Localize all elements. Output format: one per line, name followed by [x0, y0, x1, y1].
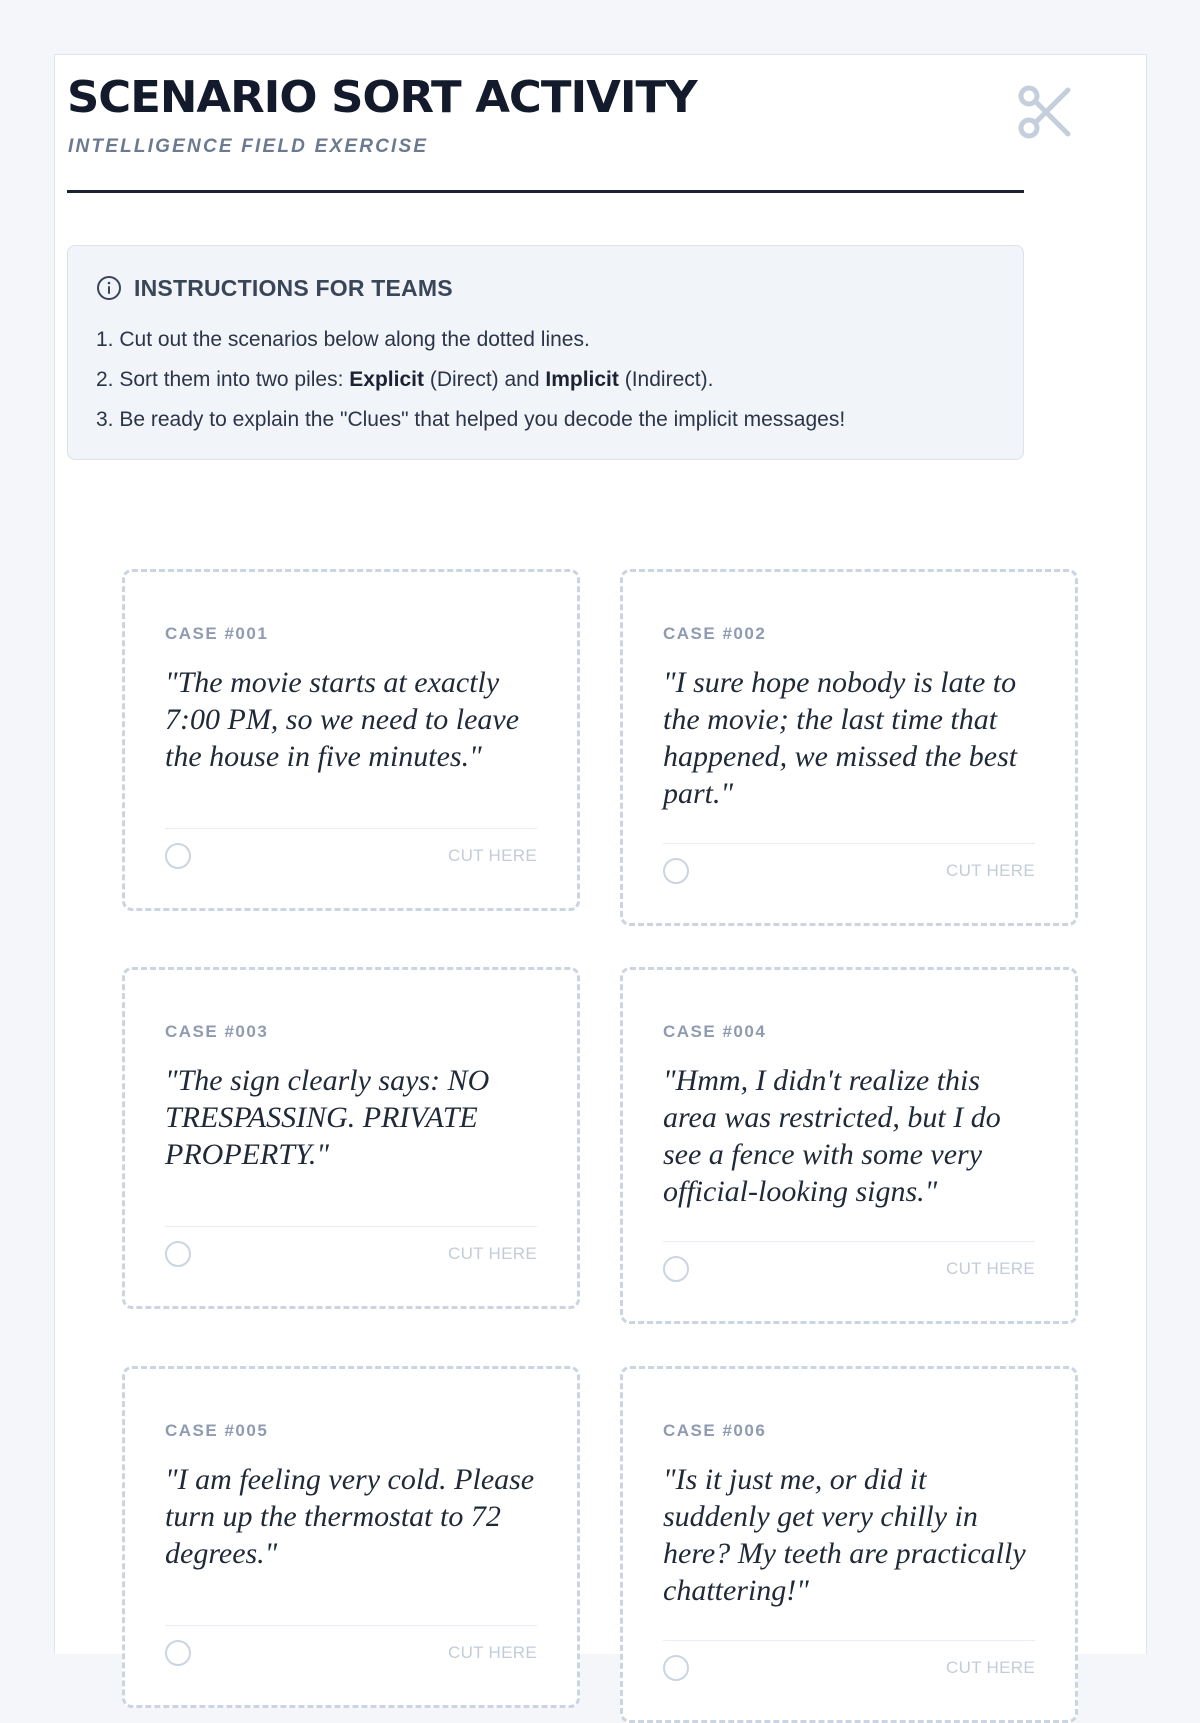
page-subtitle: INTELLIGENCE FIELD EXERCISE: [68, 136, 429, 157]
case-id: CASE #001: [165, 624, 269, 643]
sort-checkbox[interactable]: [663, 1256, 689, 1282]
card-footer: [663, 1640, 1035, 1690]
instruction-step-2: [96, 360, 845, 400]
case-id: CASE #002: [663, 624, 767, 643]
case-id: CASE #006: [663, 1421, 767, 1440]
page-header: [67, 72, 1024, 193]
card-footer: [663, 1241, 1035, 1291]
page-title: SCENARIO SORT ACTIVITY: [67, 72, 697, 123]
implicit-term: Implicit: [545, 368, 619, 391]
scenario-quote: "Is it just me, or did it suddenly get very chilly in here? My teeth are practically chattering!": [663, 1463, 1026, 1607]
instructions-box: [67, 245, 1024, 460]
instructions-list: [96, 320, 845, 440]
explicit-term: Explicit: [349, 368, 424, 391]
scenario-quote: "The movie starts at exactly 7:00 PM, so we need to leave the house in five minutes.": [165, 666, 520, 773]
card-footer: [165, 1625, 537, 1675]
sort-checkbox[interactable]: [165, 1241, 191, 1267]
scenario-quote: "I sure hope nobody is late to the movie; the last time that happened, we missed the best part.": [663, 666, 1018, 810]
scenario-quote: "I am feeling very cold. Please turn up the thermostat to 72 degrees.": [165, 1463, 535, 1570]
case-id: CASE #004: [663, 1022, 767, 1041]
card-footer: [663, 843, 1035, 893]
scenario-card-2[interactable]: [620, 569, 1078, 926]
scenario-card-5[interactable]: [122, 1366, 580, 1708]
scenario-card-4[interactable]: [620, 967, 1078, 1324]
scenario-quote: "Hmm, I didn't realize this area was restricted, but I do see a fence with some very official-looking signs.": [663, 1064, 1001, 1208]
instructions-header: [96, 274, 453, 302]
case-id: CASE #005: [165, 1421, 269, 1440]
scenario-card-1[interactable]: [122, 569, 580, 911]
scenario-card-3[interactable]: [122, 967, 580, 1309]
cut-here-label: CUT HERE: [946, 861, 1035, 880]
cut-here-label: CUT HERE: [448, 1244, 537, 1263]
instruction-step-2-suffix: (Indirect).: [618, 368, 714, 391]
instructions-title: INSTRUCTIONS FOR TEAMS: [134, 274, 453, 301]
case-id: CASE #003: [165, 1022, 269, 1041]
sort-checkbox[interactable]: [663, 858, 689, 884]
scenario-quote: "The sign clearly says: NO TRESPASSING. PRIVATE PROPERTY.": [165, 1064, 490, 1171]
instruction-step-2-text: 2. Sort them into two piles:: [96, 368, 350, 391]
sort-checkbox[interactable]: [165, 843, 191, 869]
card-footer: [165, 828, 537, 878]
card-footer: [165, 1226, 537, 1276]
cut-here-label: CUT HERE: [448, 1643, 537, 1662]
scenario-card-6[interactable]: [620, 1366, 1078, 1723]
cut-here-label: CUT HERE: [448, 846, 537, 865]
scissors-icon: [1013, 82, 1073, 142]
info-icon: [96, 275, 122, 301]
sort-checkbox[interactable]: [663, 1655, 689, 1681]
instruction-step-1: 1. Cut out the scenarios below along the dotted lines.: [96, 328, 590, 351]
instruction-step-3: 3. Be ready to explain the "Clues" that helped you decode the implicit messages!: [96, 408, 846, 431]
sort-checkbox[interactable]: [165, 1640, 191, 1666]
cut-here-label: CUT HERE: [946, 1259, 1035, 1278]
instruction-step-2-middle: (Direct) and: [424, 368, 546, 391]
cut-here-label: CUT HERE: [946, 1658, 1035, 1677]
